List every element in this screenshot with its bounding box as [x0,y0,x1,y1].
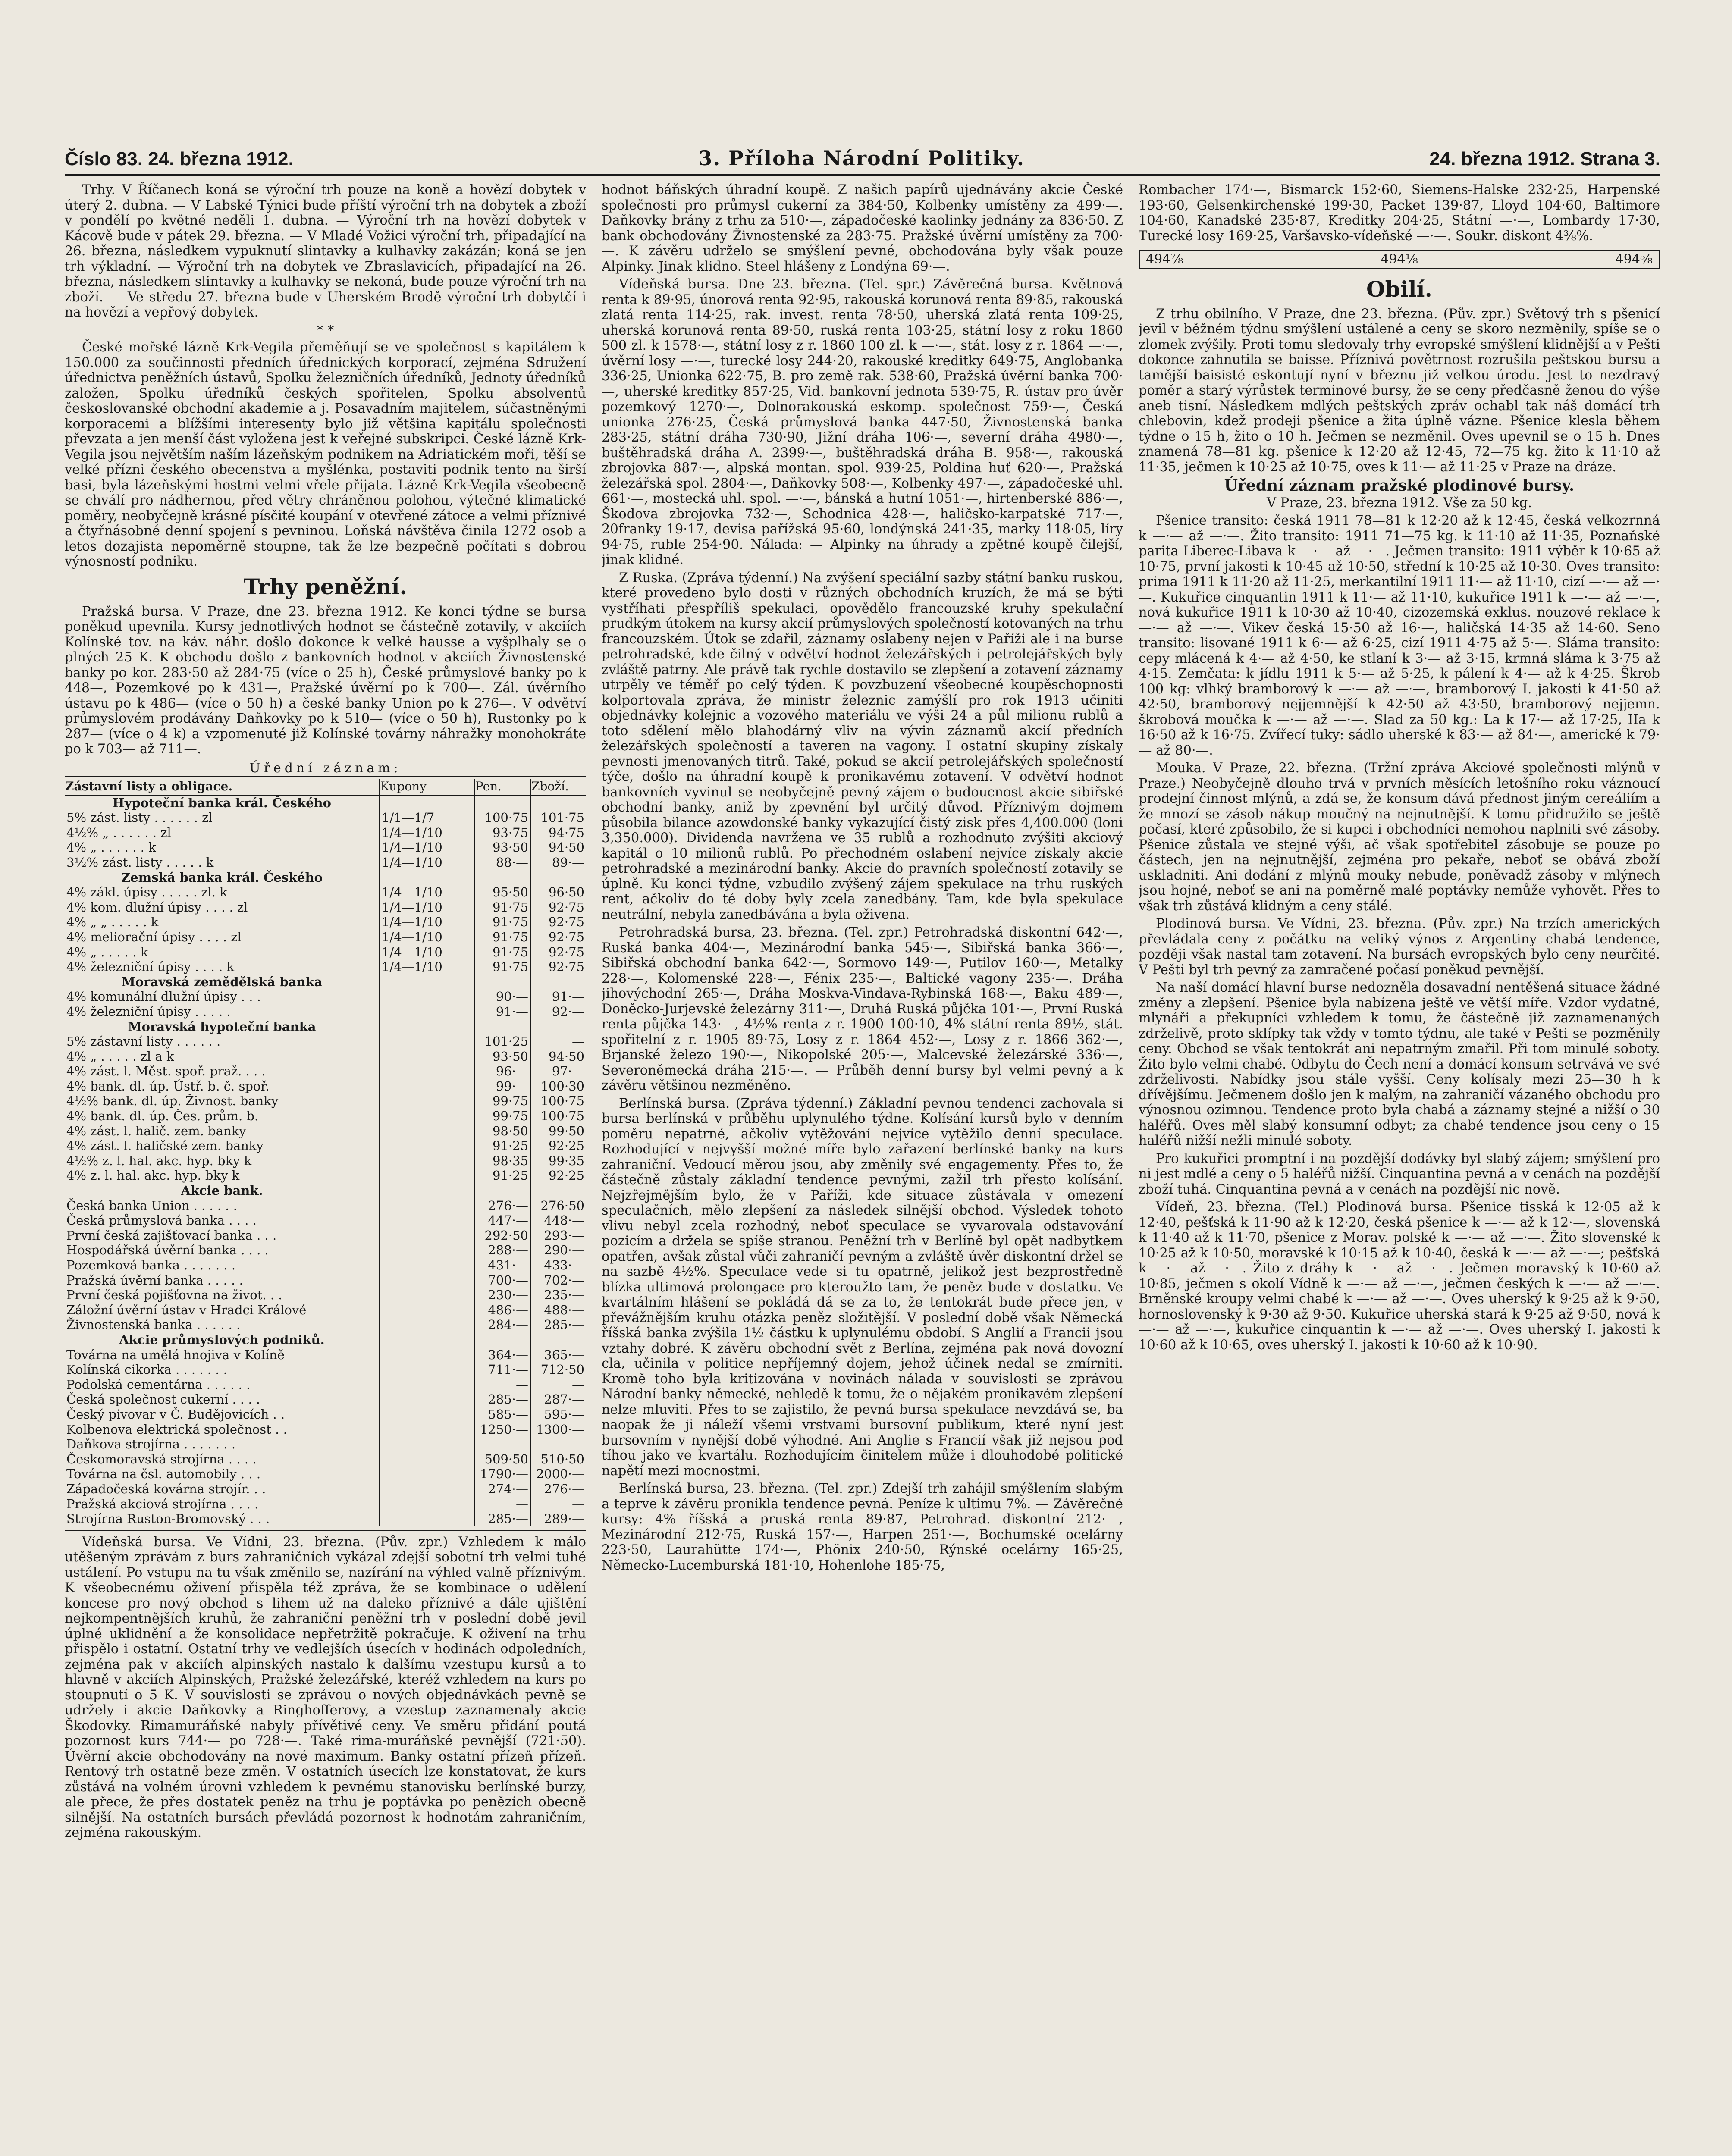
coupon-dates [380,1332,474,1348]
ask-price: 276·— [530,1482,586,1497]
table-row [65,1198,586,1213]
table-row [65,885,586,900]
security-name: Český pivovar v Č. Budějovicích . . [66,1407,285,1422]
security-name: Záložní úvěrní ústav v Hradci Králové [66,1302,307,1317]
ask-price: 293·— [530,1228,586,1243]
ask-price: 92·75 [530,900,586,915]
table-section-header [65,795,586,811]
bid-price: 91·75 [474,900,530,915]
security-name: Zemská banka král. Českého [121,870,323,885]
rate-value: 494⅝ [1615,252,1653,267]
bid-price: 91·75 [474,930,530,945]
coupon-dates [380,989,474,1004]
security-name: Hospodářská úvěrní banka . . . . [66,1243,269,1258]
ask-price: 92·75 [530,915,586,930]
table-row [65,1377,586,1392]
table-header: Zástavní listy a obligace. [65,779,380,795]
ask-price: 702·— [530,1273,586,1288]
bid-price: 284·— [474,1317,530,1332]
coupon-dates [380,1482,474,1497]
coupon-dates [380,1168,474,1183]
article-domaci-bursa: Na naší domácí hlavní burse nedozněla dosavadní nentěšená situace žádné změny a zlepšení. Pšenice byla nabízena ještě ve větší míře. Vzdor vydatné, mlynáři a překupníci vzhledem k tomu, že částečně již zaznamenaných zdrželivě, proto sklípky tak vždy v tomto týdnu, ale také v Pešti se pozměnily ceny. Obchod se však tentokrát ani nepatrným zmařil. Při tom minulé soboty. Žito bylo velmi chabé. Odbytu do Čech není a domácí konsum setrvává ve své zdrželivosti. Nabídky jsou stále vyšší. Ceny kolísaly mezi 25—30 h k dřívějšímu. Ječmenem došlo jen k malým, na zahraničí vázaného obchodu pro výnosnou ozimnou. Tendence proto byla chabá a záznamy stejné a nižší o 30 haléřů. Oves měl slabý konsumní odbyt; za chabé tendence jsou ceny o 15 haléřů nižší nežli minulé soboty. [1139,980,1660,1148]
bid-price: 1250·— [474,1422,530,1437]
table-section-header [65,870,586,885]
heading-obili: Obilí. [1366,276,1432,302]
coupon-dates [380,1317,474,1332]
table-row [65,1317,586,1332]
ask-price: 100·30 [530,1079,586,1094]
table-row [65,1437,586,1452]
table-row [65,1422,586,1437]
ask-price: 289·— [530,1511,586,1526]
security-name: Továrna na čsl. automobily . . . [66,1467,261,1482]
security-name: 4% železniční úpisy . . . . . [66,1004,231,1019]
table-section-header [65,1332,586,1348]
column-3 [1139,182,1660,2156]
coupon-dates [380,1079,474,1094]
coupon-dates [380,1153,474,1169]
table-row [65,1482,586,1497]
heading-urezni-zaznam: Úřední záznam pražské plodinové bursy. [1224,476,1575,495]
coupon-dates [380,1109,474,1124]
article-prazska-bursa: Pražská bursa. V Praze, dne 23. března 1912. Ke konci týdne se bursa poněkud upevnila. Kursy jednotlivých hodnot se částečně zotavily, v akciích Kolínské tov. na káv. náhr. došlo dokonce k velké hausse a vyšplhaly se o plných 25 K. K obchodu došlo z bankovních hodnot v akciích Živnostenské banky po kor. 283·50 až 284·75 (více o 25 h), České průmyslové banky po k 448—, Pozemkové po k 431—, Pražské úvěrní po k 700—. Zál. úvěrního ústavu po k 486— (více o 50 h) a české banky Union po k 276—. V odvětví průmyslovém prodávány Daňkovky po k 510— (více o 50 h), Rustonky po k 287— (více o 4 k) a vzpomenuté již Kolínské továrny náhražky monohokráte po k 703— až 711—. [65,604,586,757]
bid-price [474,975,530,990]
table-row [65,1288,586,1303]
security-name: Živnostenská banka . . . . . . [66,1317,241,1332]
ask-price [530,1183,586,1198]
ask-price: 433·— [530,1258,586,1273]
ask-price: 92·25 [530,1168,586,1183]
table-row [65,1273,586,1288]
security-name: 4% kom. dlužní úpisy . . . . zl [66,899,248,915]
bid-price: 711·— [474,1362,530,1377]
table-row [65,1407,586,1422]
ask-price: 448·— [530,1213,586,1228]
official-record-label: Úřední záznam: [65,761,586,777]
security-name: Česká banka Union . . . . . . [66,1198,238,1213]
article-trh-obilni: Z trhu obilního. V Praze, dne 23. března. (Pův. zpr.) Světový trh s pšenicí jevil v běžném týdnu smýšlení ustálené a ceny se skoro nezměnily, spíše se o zlomek zvýšily. Proti tomu sledovaly trhy evropské smýšlení klidnější a v Pešti dokonce zahnutila se baisse. Příznivá povětrnost rozrušila peštskou bursu a tamější baisisté eskontují nyní v březnu již velkou úrodu. Jest to nezdravý poměr a starý výrůstek terminové bursy, že se ceny předčasně ženou do výše aneb tisní. Následkem mdlých peštských zpráv ochabl tak náš domácí trh chlebovin, kdež prodeji pšenice a žita úplně vázne. Pšenice klesla během týdne o 15 h, žito o 10 h. Ječmen se nezměnil. Oves upevnil se o 15 h. Dnes znamená 78—81 kg. pšenice k 12·20 až 12·45, 72—75 kg. žito k 11·10 až 11·35, ječmen k 10·25 až 10·75, oves k 11·— až 11·25 v Praze na dráze. [1139,306,1660,475]
article-trhy: Trhy. V Říčanech koná se výroční trh pouze na koně a hovězí dobytek v úterý 2. dubna. — V Labské Týnici bude příští výroční trh na dobytek a zboží v pondělí po květné neděli 1. dubna. — Výroční trh na hovězí dobytek v Kácově bude v pátek 29. března. — V Mladé Vožici výroční trh, připadající na 26. března, následkem vypuknutí slintavky a kulhavky zakázán; koná se jen trh výkladní. — Výroční trh na dobytek ve Zbraslavicích, připadající na 26. března, následkem slintavky a kulhavky se nekoná, bude pouze výroční trh na zboží. — Ve středu 27. března bude v Uherském Brodě výroční trh dobytčí i na hovězí a vepřový dobytek. [65,182,586,320]
coupon-dates [380,1392,474,1407]
coupon-dates [380,1228,474,1243]
bid-price: 431·— [474,1258,530,1273]
table-row [65,840,586,855]
coupon-dates [380,1273,474,1288]
securities-table [65,779,586,1526]
table-header: Pen. [474,779,530,795]
bid-price: 93·50 [474,1049,530,1064]
coupon-dates: 1/4—1/10 [380,930,474,945]
coupon-dates [380,1362,474,1377]
security-name: 4% bank. dl. úp. Ústř. b. č. spoř. [66,1078,270,1094]
supplement-title: 3. Příloha Národní Politiky. [698,147,1025,170]
security-name: Akcie bank. [181,1183,263,1198]
coupon-dates [380,1094,474,1109]
security-name: Strojírna Ruston-Bromovský . . . [66,1511,270,1526]
table-row [65,1109,586,1124]
coupon-dates [380,1437,474,1452]
security-name: Česká průmyslová banka . . . . [66,1213,257,1228]
bid-price: 486·— [474,1303,530,1318]
ask-price: 285·— [530,1317,586,1332]
ask-price: 101·75 [530,810,586,825]
table-row [65,930,586,945]
coupon-dates [380,1452,474,1467]
bid-price [474,1019,530,1034]
bid-price [474,795,530,811]
bid-price: 91·25 [474,1168,530,1183]
security-name: Podolská cementárna . . . . . . [66,1377,251,1392]
bid-price: 288·— [474,1243,530,1258]
ask-price: 712·50 [530,1362,586,1377]
ask-price: 276·50 [530,1198,586,1213]
security-name: 4½% „ . . . . . . zl [66,825,171,840]
bid-price: 88·— [474,855,530,870]
bid-price: 100·75 [474,810,530,825]
security-name: 4% „ . . . . . zl a k [66,1049,174,1064]
bid-price: 274·— [474,1482,530,1497]
article-petrohradska-bursa: Petrohradská bursa, 23. března. (Tel. zpr.) Petrohradská diskontní 642·—, Ruská banka 404·—, Mezinárodní banka 545·—, Sibiřská banka 366·—, Sibiřská obchodní banka 642·—, Sormovo 149·—, Putilov 160·—, Metalky 228·—, Kolomenské 228·—, Fénix 235·—, Baltické vagony 235·—. Dráha jihovýchodní 265·—, Dráha Moskva-Vindava-Rybinská 168·—, Baku 489·—, Doněcko-Jurjevské železárny 311·—, Druhá Ruská půjčka 101·—, První Ruská renta půjčka 143·—, 4½% renta z r. 1900 100·10, 4% státní renta 89½, stát. spořitelní z r. 1905 89·75, Losy z r. 1864 452·—, Losy z r. 1866 362·—, Brjanské železo 190·—, Nikopolské 205·—, Malcevské železárské 336·—, Severoněmecká dráha 215·—. — Průběh denní bursy byl velmi pevný a k závěru většinou nezměněno. [602,925,1123,1093]
security-name: Pozemková banka . . . . . . . [66,1258,236,1272]
security-name: 4% komunální dlužní úpisy . . . [66,989,261,1004]
column-1 [65,182,586,2156]
security-name: Kolínská cikorka . . . . . . . [66,1362,227,1377]
coupon-dates [380,975,474,990]
table-row [65,1303,586,1318]
coupon-dates [380,795,474,811]
coupon-dates: 1/4—1/10 [380,855,474,870]
newspaper-page [65,147,1660,2156]
table-row [65,1392,586,1407]
ask-price: 365·— [530,1348,586,1363]
coupon-dates: 1/4—1/10 [380,915,474,930]
coupon-dates [380,1064,474,1079]
security-name: 4½% z. l. hal. akc. hyp. bky k [66,1153,252,1168]
bid-price: 509·50 [474,1452,530,1467]
coupon-dates [380,1511,474,1526]
date-page-info: 24. března 1912. Strana 3. [1429,148,1660,169]
bid-price: 1790·— [474,1467,530,1482]
ask-price: 94·50 [530,1049,586,1064]
table-row [65,1168,586,1183]
security-name: První česká pojišťovna na život. . . [66,1288,282,1303]
table-section-header [65,1183,586,1198]
ask-price: — [530,1377,586,1392]
bid-price: 447·— [474,1213,530,1228]
bid-price: 700·— [474,1273,530,1288]
table-row [65,855,586,870]
article-mouka: Mouka. V Praze, 22. března. (Tržní zpráva Akciové společnosti mlýnů v Praze.) Neobyčejně dlouho trvá v prvních měsících letošního roku váznoucí prodejní činnost mlýnů, a zdá se, že konsum dává přednost jiným cereáliím a že mnozí se zásob nákup moučný na nejnutnější. K tomu přidružilo se ještě počasí, které způsobilo, že si kupci i obchodníci nemohou naplniti své zásoby. Pšenice zůstala ve stejné výši, ač však spotřebitel zásobuje se pouze po částech, jen na nejnutnější, zejména pro pekaře, neboť se obává zboží uskladniti. Ani dodání z mlýnů mouky nebude, poněvadž zásoby v mlýnech jsou hojné, neboť se ani na poměrně malé poptávky nemůže vyhovět. Přes to však trh zůstává klidným a ceny stálé. [1139,761,1660,914]
security-name: Moravská hypoteční banka [128,1019,316,1034]
coupon-dates [380,1407,474,1422]
coupon-dates [380,1258,474,1273]
security-name: 4% z. l. hal. akc. hyp. bky k [66,1168,240,1183]
bid-price: 230·— [474,1288,530,1303]
ask-price: 92·75 [530,959,586,975]
article-kukurice: Pro kukuřici promptní i na pozdější dodávky byl slabý zájem; smýšlení pro ni jest mdlé a ceny o 5 haléřů nižší. Cinquantina pevná a v cenách na pozdější zboží tuhá. Cinquantina pevná a v cenách na pozdější nic nově. [1139,1151,1660,1197]
article-continuation: Rombacher 174·—, Bismarck 152·60, Siemens-Halske 232·25, Harpenské 193·60, Gelsenkirchenské 199·30, Packet 139·87, Lloyd 104·60, Baltimore 104·60, Kanadské 235·87, Kreditky 204·25, Státní —·—, Lombardy 17·30, Turecké losy 169·25, Varšavsko-vídeňské —·—. Soukr. diskont 4⅜%. [1139,182,1660,244]
table-row [65,1124,586,1139]
coupon-dates [380,1348,474,1363]
ask-price: 92·25 [530,1138,586,1153]
security-name: Hypoteční banka král. Českého [113,795,331,810]
coupon-dates: 1/4—1/10 [380,885,474,900]
table-row [65,989,586,1004]
table-row [65,915,586,930]
bid-price [474,870,530,885]
table-row [65,1049,586,1064]
security-name: První česká zajišťovací banka . . . [66,1228,277,1243]
ask-price: — [530,1034,586,1049]
ask-price [530,795,586,811]
security-name: 4% bank. dl. úp. Čes. prům. b. [66,1109,259,1124]
bid-price: 98·50 [474,1124,530,1139]
bid-price: 101·25 [474,1034,530,1049]
table-row [65,1153,586,1169]
table-row [65,1362,586,1377]
table-row [65,1497,586,1512]
security-name: 4% zást. l. haličské zem. banky [66,1138,264,1153]
coupon-dates [380,1497,474,1512]
section-separator: * * [317,323,334,338]
coupon-dates: 1/4—1/10 [380,900,474,915]
coupon-dates [380,1138,474,1153]
column-2 [602,182,1123,2156]
bid-price: 91·75 [474,915,530,930]
coupon-dates [380,1049,474,1064]
ask-price: — [530,1437,586,1452]
bid-price: 276·— [474,1198,530,1213]
table-row [65,1213,586,1228]
ask-price: 2000·— [530,1467,586,1482]
ask-price: 287·— [530,1392,586,1407]
table-row [65,1452,586,1467]
bid-price: — [474,1437,530,1452]
security-name: Pražská akciová strojírna . . . . [66,1496,259,1511]
bid-price: 91·75 [474,945,530,960]
bid-price: 96·— [474,1064,530,1079]
ask-price: 92·75 [530,930,586,945]
table-section-header [65,1019,586,1034]
official-record-dateline: V Praze, 23. března 1912. Vše za 50 kg. [1266,495,1532,511]
bid-price: — [474,1377,530,1392]
bid-price: 91·25 [474,1138,530,1153]
security-name: 4½% bank. dl. úp. Živnost. banky [66,1094,279,1109]
coupon-dates [380,1198,474,1213]
heading-trhy-penezni: Trhy peněžní. [244,573,407,599]
table-row [65,1243,586,1258]
table-row [65,825,586,840]
security-name: 3½% zást. listy . . . . . k [66,855,214,870]
coupon-dates: 1/4—1/10 [380,945,474,960]
ask-price [530,1332,586,1348]
coupon-dates: 1/4—1/10 [380,959,474,975]
coupon-dates: 1/1—1/7 [380,810,474,825]
bid-price: 585·— [474,1407,530,1422]
article-viden-plodinova: Vídeň, 23. března. (Tel.) Plodinová bursa. Pšenice tisská k 12·05 až k 12·40, pešťská k 11·90 až k 12·20, česká pšenice k —·— až k 12·—, slovenská k 11·40 až k 11·70, pšenice z Morav. polské k —·— až —·—. Žito slovenské k 10·25 až k 10·50, moravské k 10·15 až k 10·40, česká k —·— až —·—; pešťská k —·— až —·—. Žito z dráhy k —·— až —·—. Ječmen moravský k 10·60 až 10·85, ječmen s okolí Vídně k —·— až —·—, ječmen českých k —·— až —·—. Brněnské kroupy velmi chabé k —·— až —·—. Oves uherský k 9·25 až k 9·50, hornoslovenský k 9·30 až 9·50. Kukuřice uherská stará k 9·25 až 9·50, nová k —·— až —·—, kukuřice cinquantin k —·— až —·—. Oves uherský I. jakosti k 10·60 až k 10·65, oves uherský I. jakosti k 10·60 až k 10·90. [1139,1200,1660,1353]
rate-value: 494⅛ [1381,252,1418,267]
article-videnska-bursa-2: Vídeňská bursa. Dne 23. března. (Tel. spr.) Závěrečná bursa. Květnová renta k 89·95, únorová renta 92·95, rakouská korunová renta 89·85, rakouská zlatá renta 114·25, rak. invest. renta 78·50, uherská zlatá renta 109·25, uherská korunová renta 89·50, ruská renta 103·25, státní losy z roku 1860 500 zl. k 1578·—, státní losy z r. 1860 100 zl. k —·—, stát. losy z r. 1864 —·—, úvěrní losy —·—, turecké losy 244·20, rakouské kreditky 649·75, Anglobanka 336·25, Unionka 622·75, B. pro země rak. 538·60, Pražská úvěrní banka 700·—, uherské kreditky 857·25, Vid. bankovní jednota 539·75, R. ústav pro úvěr pozemkový 1270·—, Dolnorakouská eskomp. společnost 759·—, Česká unionka 276·25, Česká průmyslová banka 447·50, Živnostenská banka 283·25, státní dráha 730·90, Jižní dráha 106·—, severní dráha 4980·—, buštěhradská dráha A. 2399·—, buštěhradská dráha B. 958·—, rakouská zbrojovka 887·—, alpská montan. spol. 939·25, Poldina huť 620·—, Pražská železářská spol. 2804·—, Daňkovky 508·—, Kolbenky 497·—, západočeské uhl. 661·—, mostecká uhl. spol. —·—, bánská a hutní 1051·—, hirtenberské 886·—, Škodova zbrojovka 732·—, Schodnica 428·—, haličsko-karpatské 717·—, 20franky 19·17, devisa pařížská 95·60, londýnská 241·35, marky 118·05, líry 94·75, ruble 254·90. Nálada: — Alpinky na úhrady a zpětné koupě čilejší, jinak klidné. [602,277,1123,567]
ask-price: 510·50 [530,1452,586,1467]
security-name: 4% „ . . . . . . k [66,840,156,855]
bid-price: 99·75 [474,1094,530,1109]
coupon-dates: 1/4—1/10 [380,840,474,855]
ask-price: — [530,1497,586,1512]
bid-price: 99·— [474,1079,530,1094]
ask-price: 488·— [530,1303,586,1318]
bid-price: 285·— [474,1511,530,1526]
rate-value: 494⅞ [1146,252,1183,267]
ask-price: 100·75 [530,1109,586,1124]
security-name: 4% „ . . . . . k [66,944,148,959]
bid-price: 99·75 [474,1109,530,1124]
table-header: Kupony [380,779,474,795]
security-name: Kolbenova elektrická společnost . . [66,1422,287,1437]
table-row [65,1094,586,1109]
article-videnska-bursa: Vídeňská bursa. Ve Vídni, 23. března. (Pův. zpr.) Vzhledem k málo utěšeným zprávám z burs zahraničních vykázal zdejší sobotní trh velmi tuhé ustálení. Po vstupu na tu však změnilo se, nazírání na výhled valně příznivým. K všeobecnému oživení přispěla též zpráva, že se kombinace o udělení koncese pro nový obchod s lihem už na daleko příznivé a dále ujištění nejkompentnějších kruhů, že zahraniční peněžní trh v poslední době jevil úplné uklidnění a že konsolidace nepřetržitě pokračuje. K oživení na trhu přispělo i ostatní. Ostatní trhy ve vedlejších úsecích v hodinách odpoledních, zejména pak v akciích alpinských nastalo k dalšímu vzestupu kursů a to hlavně v akciích Alpinských, Pražské železářské, kteréž vzhledem na kurs po stoupnutí o 5 K. V souvislosti se zprávou o nových objednávkách pevně se udržely i akcie Daňkovky a Ringhofferovy, a vzestup zaznamenaly akcie Škodovky. Rimamuráňské nabyly přívětivé ceny. Ve směru přidání poutá pozornost kurs 744·— po 728·—. Také rima-muráňské pevnější (721·50). Úvěrní akcie obchodovány na nové maximum. Banky ostatní přízeň přízeň. Rentový trh ostatně beze změn. V ostatních úsecích lze konstatovat, že kurs zůstává na volném úrovni vzhledem k pevnému stanovisku berlínské burzy, ale přece, že přes dostatek peněz na trhu je poptávka po penězích obecně silnější. Na ostatních bursách převládá pozornost k hodnotám zahraničním, zejména rakouským. [65,1534,586,1841]
table-row [65,1258,586,1273]
ask-price: 235·— [530,1288,586,1303]
security-name: 4% zást. l. Měst. spoř. praž. . . . [66,1064,266,1079]
article-plodinova-bursa: Plodinová bursa. Ve Vídni, 23. března. (Pův. zpr.) Na trzích amerických převládala ceny z počátku na veliký výnos z Argentiny chabá tendence, později však nastal tam zotavení. Na bursách evropských bylo ceny neurčité. V Pešti byl trh pevný za zamračené počasí poněkud pevnější. [1139,916,1660,978]
official-record-prices: Pšenice transito: česká 1911 78—81 k 12·20 až k 12·45, česká velkozrnná k —·— až —·—. Žito transito: 1911 71—75 kg. k 11·10 až 11·35, Poznaňské parita Liberec-Libava k —·— až —·—. Ječmen transito: 1911 výběr k 10·65 až 10·75, první jakosti k 10·45 až 10·50, střední k 10·25 až 10·30. Oves transito: prima 1911 k 11·20 až 11·25, merkantilní 1911 11·— až 11·10, cizí —·— až —·—. Kukuřice cinquantin 1911 k 11·— až 11·10, kukuřice 1911 k —·— až —·—, nová kukuřice 1911 k 10·30 až 10·40, cizozemská exklus. nouzové reklace k —·— až —·—. Vikev česká 15·50 až 16·—, haličská 14·35 až 14·60. Seno transito: lisované 1911 k 6·— až 6·25, cizí 1911 4·75 až 5·—. Sláma transito: cepy mlácená k 4·— až 4·50, ke stlaní k 3·— až 3·15, krmná sláma k 3·75 až 4·15. Zemčata: k jídlu 1911 k 5·— až 5·25, k pálení k 4·— až k 4·25. Škrob 100 kg: vlhký bramborový k —·— až —·—, bramborový I. jakosti k 41·50 až 42·50, bramborový nejjemnější k 42·50 až 43·50, bramborový nejjemn. škrobová moučka k —·— až —·—. Slad za 50 kg.: La k 17·— až 17·25, IIa k 16·50 až k 16·75. Zvířecí tuky: sádlo uherské k 83·— až 84·—, americké k 79·— až 80·—. [1139,513,1660,758]
table-row [65,1511,586,1526]
bid-price [474,1183,530,1198]
ask-price [530,1019,586,1034]
ask-price: 100·75 [530,1094,586,1109]
security-name: Moravská zemědělská banka [121,974,323,989]
ask-price: 92·— [530,1004,586,1019]
coupon-dates [380,1467,474,1482]
ask-price: 99·50 [530,1124,586,1139]
bid-price: 98·35 [474,1153,530,1169]
ask-price: 96·50 [530,885,586,900]
bid-price: 91·— [474,1004,530,1019]
divider [65,1530,586,1531]
rate-sep: — [1510,252,1523,267]
coupon-dates [380,1213,474,1228]
ask-price: 92·75 [530,945,586,960]
coupon-dates [380,1243,474,1258]
security-name: Pražská úvěrní banka . . . . . [66,1272,243,1288]
ask-price: 595·— [530,1407,586,1422]
table-row [65,1467,586,1482]
article-z-ruska: Z Ruska. (Zpráva týdenní.) Na zvýšení speciální sazby státní banku ruskou, které provedeno bylo dosti v různých obchodních kruzích, že má se býti vystříhati přespříliš spekulaci, opovědělo francouzské kruhy spekulační prudkým útokem na kursy akcií průmyslových společností kotovaných na trhu francouzském. Útok se zdařil, záznamy oslabeny nejen v Paříži ale i na burse petrohradské, kde čilný v odvětví hodnot železářských i petrolejářských byly zvláště patrny. Ale právě tak rychle dostavilo se zlepšení a zotavení záznamy utrpěly ve téměř po celý týden. K povzbuzení všeobecné koupěschopnosti kolportovala zpráva, že ministr železnic zamýšlí pro rok 1913 učiniti objednávky kolejnic a vozového materiálu ve výši 24 a půl milionu rublů a toto sdělení mělo blahodárný vliv na vývin záznamů akcií předních železářských společností a taveren na vagony. I ostatní skupiny získaly pevnosti jmenovaných titrů. Také, pokud se akcií petrolejářských společností týče, došlo na úhradní koupě k pronikavému zotavení. V odvětví hodnot bankovních vyvinul se neobyčejně pevný zájem o budoucnost akcie sibiřské obchodní banky, aniž by zpevnění byl určitý důvod. Příznivým dojmem působila bilance azowdonské banky vykazující čistý zisk přes 4,400.000 (loni 3,350.000). Dividenda navržena ve 35 rublů a rozhodnuto zvýšiti akciový kapitál o 10 milionů rublů. Po přechodném oslabení nejvíce získaly akcie petrohradské a mezinárodní banky. Akcie do pravních společností zotavily se úplně. Ku konci týdne, vzbudilo zvýšený zájem spekulace na trhu ruských rent, ačkoliv do té doby byly zcela zanedbány. Tam, kde byla spekulace neutrální, nebyla zanedbávána a byla oživena. [602,570,1123,922]
coupon-dates [380,1124,474,1139]
security-name: Daňkova strojírna . . . . . . . [66,1437,236,1452]
article-berlinska-bursa-2: Berlínská bursa, 23. března. (Tel. zpr.) Zdejší trh zahájil smýšlením slabým a teprve k závěru pronikla tendence pevná. Peníze k ultimu 7%. — Závěrečné kursy: 4% říšská a pruská renta 89·87, Petrohrad. diskontní 212·—, Mezinárodní 212·75, Ruská 157·—, Harpen 251·—, Bochumské ocelárny 223·50, Laurahütte 174·—, Phönix 240·50, Rýnské ocelárny 165·25, Německo-Lucemburská 181·10, Hohenlohe 185·75, [602,1481,1123,1573]
security-name: 4% železniční úpisy . . . . k [66,959,235,975]
table-row [65,900,586,915]
ask-price: 91·— [530,989,586,1004]
security-name: Továrna na umělá hnojiva v Kolíně [66,1347,285,1362]
ask-price [530,870,586,885]
bid-price: 93·75 [474,825,530,840]
table-row [65,1228,586,1243]
security-name: 4% „ „ . . . . . k [66,915,159,930]
bid-price: 95·50 [474,885,530,900]
article-berlinska-bursa: Berlínská bursa. (Zpráva týdenní.) Základní pevnou tendenci zachovala si bursa berlínská v průběhu uplynulého týdne. Kolísání kursů bylo v denním poměru nepatrné, ačkoliv vytěžování nejvíce vytěžilo denní speculace. Rozhodující v nejvyšší možné míře bylo zařazení berlínské banky na kurs zahraniční. Vedoucí měrou jsou, aby změnily své engagementy. Přes to, že částečně zůstaly základní tendence pevnými, zažil trh přesto kolísání. Nejzřejmějším bylo, že v Paříži, kde situace zůstávala v omezení speculačních, mělo zlepšení za následek silnější obchod. Výsledek tohoto vlivu nebyl zcela rozhodný, neboť speculace se vyvarovala odstavování pozicím a držela se spíše stranou. Peněžní trh v Berlíně byl opět nadbytkem opatřen, avšak zůstal vůči zahraničí pevným a zvláště úvěr diskontní držel se na sazbě 4½%. Speculace vede si tu opatrně, jelikož jest bezprostředně blízka ultimová prolongace pro kteroužto tam, že peněz bude v dostatku. Ve kvartálním hlášení se pokládá dá se za to, že tentokrát bude přece jen, v převážnějším kruhu otázka peněz složitější. V poslední době však Německá říšská banka zvýšila 1½ částku k uplynulému období. S Anglií a Francii jsou vztahy dobré. K závěru obchodní svět z Berlína, zejména pak nová dovozní cla, učinila v politice nepříjemný dojem, jehož účinek nedal se zmírniti. Kromě toho byla kritizována v novinách nálada v souvislosti se zprávou Národní banky německé, nehledě k tomu, že o nějakém pronikavém zlepšení nelze mluviti. Přes to se zajistilo, že pevná bursa spekulace nevzdává se, ba naopak že ji náleží všemi vrstvami bursovní publikum, které nyní jest bursovním v nynější době výhodné. Ani Anglie s Francií však již nejsou pod tíhou jako ve kvartálu. Rozhodujícím činitelem může i dlouhodobé politické napětí mezi mocnostmi. [602,1096,1123,1479]
security-name: 4% zást. l. halič. zem. banky [66,1123,246,1138]
bid-price: — [474,1497,530,1512]
security-name: 4% zákl. úpisy . . . . . zl. k [66,885,227,900]
ask-price [530,975,586,990]
table-row [65,1034,586,1049]
security-name: 5% zástavní listy . . . . . . [66,1034,221,1049]
ask-price: 99·35 [530,1153,586,1169]
ask-price: 1300·— [530,1422,586,1437]
coupon-dates [380,1288,474,1303]
security-name: Západočeská kovárna strojír. . . [66,1481,266,1496]
bid-price: 90·— [474,989,530,1004]
table-row [65,945,586,960]
bid-price: 93·50 [474,840,530,855]
rate-box [1139,250,1660,270]
table-row [65,1138,586,1153]
coupon-dates [380,1183,474,1198]
coupon-dates [380,1422,474,1437]
bid-price [474,1332,530,1348]
security-name: Českomoravská strojírna . . . . [66,1451,257,1467]
bid-price: 285·— [474,1392,530,1407]
coupon-dates: 1/4—1/10 [380,825,474,840]
issue-info: Číslo 83. 24. března 1912. [65,148,294,169]
ask-price: 89·— [530,855,586,870]
rate-sep: — [1275,252,1289,267]
table-row [65,1004,586,1019]
table-row [65,1079,586,1094]
coupon-dates [380,1377,474,1392]
article-lazne: České mořské lázně Krk-Vegila přeměňují se ve společnost s kapitálem k 150.000 za součinnosti předních úřednických korporací, zejména Sdružení úřednictva peněžních ústavů, Spolku železničních úředníků, Jednoty úředníků založen, Spolku úředníků českých spořitelen, Spolku absolventů českoslovanské obchodní akademie a j. Posavadním majitelem, súčastněnými korporacemi a blížšími interesenty bylo již většina kapitálu společnosti převzata a jen menší část vyložena jest k veřejné subskripci. České lázně Krk-Vegila jsou největším naším lázeňským podnikem na Adriatickém moři, těší se velké přízni českého obecenstva a myšlénka, postaviti podnik tento na širší basi, byla lázeňskými hostmi velmi vřele přijata. Lázně Krk-Vegila všeobecně se chválí pro nádhernou, před větry chráněnou polohou, výtečné klimatické poměry, neobyčejně krásné písčité koupání v otevřené zátoce a velmi příznivé a čtyřnásobné denní spojení s pevninou. Loňská návštěva činila 1272 osob a letos dozajista nepoměrně stoupne, tak že lze bezpečně počítati s dobrou výnosností podniku. [65,340,586,569]
table-section-header [65,975,586,990]
coupon-dates [380,1034,474,1049]
table-header: Zboží. [530,779,586,795]
ask-price: 94·75 [530,825,586,840]
article-continuation: hodnot báňských úhradní koupě. Z našich papírů ujednávány akcie České společnosti pro průmysl cukerní za 384·50, Kolbenky umístěny za 499·—. Daňkovky brány z trhu za 510·—, západočeské kaolinky jednány za 836·50. Z bank obchodovány Živnostenské za 283·75. Pražské úvěrní umístěny za 700·—. K závěru udrželo se smýšlení pevné, obchodována byly však pouze Alpinky. Jinak klidno. Steel hlášeny z Londýna 69·—. [602,182,1123,274]
coupon-dates [380,1303,474,1318]
table-row [65,810,586,825]
securities-table-body [65,795,586,1526]
ask-price: 97·— [530,1064,586,1079]
table-row [65,1348,586,1363]
table-row [65,959,586,975]
page-header [65,147,1660,176]
ask-price: 290·— [530,1243,586,1258]
ask-price: 94·50 [530,840,586,855]
coupon-dates [380,870,474,885]
security-name: 5% zást. listy . . . . . . zl [66,810,213,825]
coupon-dates [380,1004,474,1019]
table-row [65,1064,586,1079]
bid-price: 364·— [474,1348,530,1363]
security-name: Česká společnost cukerní . . . . [66,1392,260,1407]
security-name: Akcie průmyslových podniků. [119,1332,325,1347]
bid-price: 292·50 [474,1228,530,1243]
security-name: 4% meliorační úpisy . . . . zl [66,929,242,944]
coupon-dates [380,1019,474,1034]
bid-price: 91·75 [474,959,530,975]
